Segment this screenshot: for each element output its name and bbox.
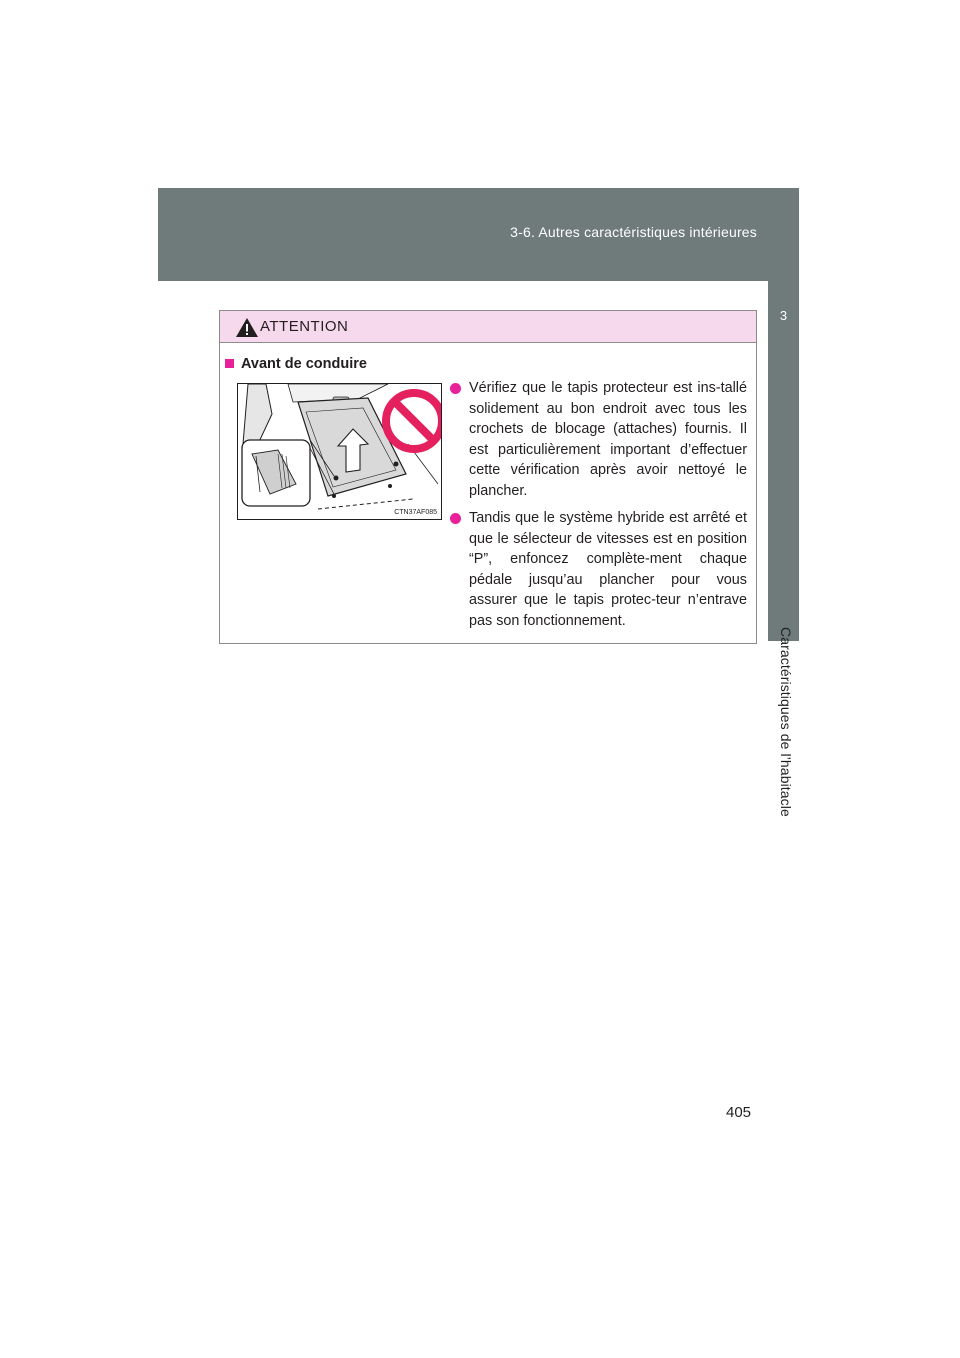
warning-header [220, 311, 756, 343]
warning-bullet [447, 378, 747, 501]
warning-title: ATTENTION [260, 318, 349, 335]
warning-box [219, 310, 757, 644]
square-bullet-icon [225, 359, 234, 368]
bullet-text: Tandis que le système hybride est arrêté et que le sélecteur de vitesses est en position “P”, enfoncez complète-ment chaque pédale jusqu’au plancher pour vous assurer que le tapis protec-teur n’entrave pas son fonctionnement. [469, 510, 747, 629]
warning-bullet-list [447, 378, 747, 638]
illustration-code: CTN37AF085 [394, 509, 437, 516]
chapter-label: Caractéristiques de l’habitacle [778, 627, 794, 817]
bullet-dot-icon [450, 513, 461, 524]
chapter-tab [768, 281, 799, 641]
chapter-number: 3 [779, 308, 788, 323]
bullet-text: Vérifiez que le tapis protecteur est ins-tallé solidement au bon endroit avec tous les crochets de blocage (attaches) fournis. Il est particulièrement important d’effectuer cette vérification après avoir nettoyé le plancher. [469, 380, 747, 499]
floor-mat-drawing [238, 384, 441, 519]
section-heading-text: Avant de conduire [241, 356, 367, 372]
warning-section-heading [225, 356, 367, 372]
floor-mat-illustration [237, 383, 442, 520]
warning-triangle-icon [235, 317, 259, 338]
page-number: 405 [726, 1104, 752, 1121]
header-band [158, 188, 799, 281]
warning-bullet [447, 508, 747, 631]
section-title: 3-6. Autres caractéristiques intérieures [510, 224, 757, 240]
bullet-dot-icon [450, 383, 461, 394]
